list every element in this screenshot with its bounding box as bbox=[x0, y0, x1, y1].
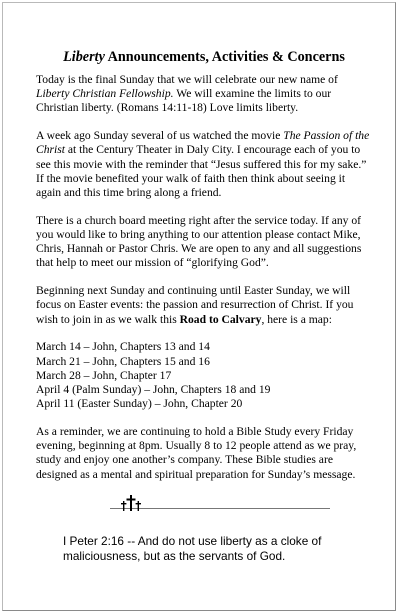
p2-text-b: at the Century Theater in Daly City. I encourage each of you to see this movie with the reminder that “Jesus suffered this for my sake.” If the movie benefited your walk of faith then think about seeing it again and this time bring along a friend. bbox=[36, 143, 367, 200]
p4-text-b: , here is a map: bbox=[261, 312, 332, 326]
title-rest: Announcements, Activities & Concerns bbox=[104, 49, 345, 65]
schedule-item: April 4 (Palm Sunday) – John, Chapters 18 and 19 bbox=[36, 383, 271, 397]
three-crosses-icon bbox=[120, 495, 142, 511]
p1-text-a: Today is the final Sunday that we will celebrate our new name of bbox=[36, 73, 338, 86]
announcement-board-meeting: There is a church board meeting right after the service today. If any of you would like to bring anything to our attention please contact Mike, Chris, Hannah or Pastor Chris. We are open to any and all suggestions that help to meet our mission of “glorifying God”. bbox=[36, 213, 362, 270]
schedule-item: March 28 – John, Chapter 17 bbox=[36, 368, 172, 382]
reading-schedule bbox=[36, 340, 370, 411]
announcements-body bbox=[36, 73, 370, 495]
schedule-item: April 11 (Easter Sunday) – John, Chapter 20 bbox=[36, 397, 243, 411]
announcement-passion-movie bbox=[36, 129, 370, 200]
p4-road-to-calvary: Road to Calvary bbox=[179, 312, 262, 326]
p4-text-a: Beginning next Sunday and continuing until Easter Sunday, we will focus on Easter events: the passion and resurrection of Christ. If you wish to join in as we walk this bbox=[36, 284, 354, 326]
announcement-final-sunday bbox=[36, 73, 370, 116]
page-title bbox=[36, 49, 372, 66]
announcement-road-to-calvary bbox=[36, 284, 370, 327]
p1-text-b: We will examine the limits to our Christian liberty. (Romans 14:11-18) Love limits liberty. bbox=[36, 87, 332, 115]
p2-text-a: A week ago Sunday several of us watched the movie bbox=[36, 129, 284, 143]
section-divider bbox=[110, 496, 330, 512]
announcement-bible-study: As a reminder, we are continuing to hold a Bible Study every Friday evening, beginning at 8pm. Usually 8 to 12 people attend as we pray, study and enjoy one another’s company. These Bible studies are designed as a mental and spiritual preparation for Sunday’s message. bbox=[36, 425, 357, 481]
schedule-item: March 21 – John, Chapters 15 and 16 bbox=[36, 354, 210, 368]
scripture-verse: I Peter 2:16 -- And do not use liberty as a cloke of maliciousness, but as the servants of God. bbox=[63, 534, 322, 563]
divider-rule bbox=[110, 508, 330, 509]
schedule-item: March 14 – John, Chapters 13 and 14 bbox=[36, 340, 210, 354]
title-liberty: Liberty bbox=[63, 49, 105, 65]
p1-church-name: Liberty Christian Fellowship. bbox=[36, 87, 174, 101]
p2-movie-title: The Passion of the Christ bbox=[36, 129, 370, 157]
